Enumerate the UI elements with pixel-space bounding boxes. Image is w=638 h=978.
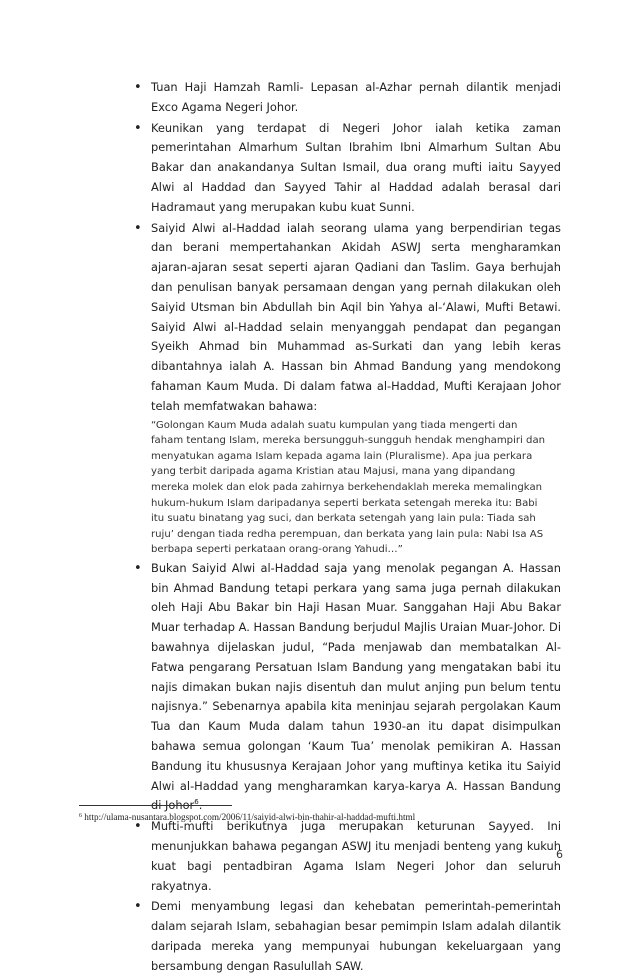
- quote-line: yang terbit daripada agama Kristian atau Majusi, mana yang dipandang: [151, 466, 516, 478]
- quote-line: berbapa seperti perkataan orang-orang Yahudi…”: [151, 544, 403, 556]
- footnote-divider: [79, 805, 232, 806]
- fatwa-quote: [151, 418, 561, 558]
- list-item: [134, 897, 561, 976]
- quote-line: mereka molek dan elok pada zahirnya berkehendaklah mereka memalingkan: [151, 481, 543, 493]
- bullet-text: Mufti-mufti berikutnya juga merupakan keturunan Sayyed. Ini menunjukkan bahawa pegangan ASWJ itu menjadi benteng yang kukuh kuat bagi pentadbiran Agama Islam Negeri Johor dan seluruh rakyatnya.: [151, 819, 561, 893]
- quote-line: ruju’ dengan tiada redha perempuan, dan berkata yang lain pula: Nabi Isa AS: [151, 528, 544, 540]
- bullet-icon: •: [134, 819, 142, 835]
- list-item: [134, 78, 561, 118]
- bullet-text: Bukan Saiyid Alwi al-Haddad saja yang menolak pegangan A. Hassan bin Ahmad Bandung tetapi perkara yang sama juga pernah dilakukan oleh Haji Abu Bakar bin Haji Hasan Muar. Sanggahan Haji Abu Bakar Muar terhadap A. Hassan Bandung berjudul Majlis Uraian Muar-Johor. Di bawahnya dijelaskan judul, “Pada menjawab dan membatalkan Al-Fatwa pengarang Persatuan Islam Bandung yang mengatakan babi itu najis dimakan bukan najis disentuh dan mulut anjing pun belum tentu najisnya.” Sebenarnya apabila kita meninjau sejarah pergolakan Kaum Tua dan Kaum Muda dalam tahun 1930-an itu dapat disimpulkan bahawa semua golongan ‘Kaum Tua’ menolak pemikiran A. Hassan Bandung itu khususnya Kerajaan Johor yang muftinya ketika itu Saiyid Alwi al-Haddad yang mengharamkan karya-karya A. Hassan Bandung di Johor: [151, 560, 561, 813]
- footnote-mark: 6: [79, 813, 82, 819]
- list-item: [134, 219, 561, 558]
- bullet-text: Tuan Haji Hamzah Ramli- Lepasan al-Azhar pernah dilantik menjadi Exco Agama Negeri Johor.: [151, 80, 561, 114]
- bullet-icon: •: [134, 560, 142, 576]
- quote-line: menyatukan agama Islam kepada agama lain (Pluralisme). Apa jua perkara: [151, 450, 533, 462]
- bullet-icon: •: [134, 899, 142, 915]
- list-item: [134, 119, 561, 218]
- bullet-list: [134, 78, 561, 978]
- list-item: [134, 817, 561, 896]
- bullet-text-tail: .: [198, 798, 203, 813]
- bullet-icon: •: [134, 220, 142, 236]
- bullet-icon: •: [134, 80, 142, 95]
- footnote: [79, 812, 415, 822]
- bullet-text: Saiyid Alwi al-Haddad ialah seorang ulama yang berpendirian tegas dan berani mempertahankan Akidah ASWJ serta mengharamkan ajaran-ajaran sesat seperti ajaran Qadiani dan Taslim. Gaya berhujah dan penulisan banyak persamaan dengan yang pernah dilakukan oleh Saiyid Utsman bin Abdullah bin Aqil bin Yahya al-‘Alawi, Mufti Betawi. Saiyid Alwi al-Haddad selain menyanggah pendapat dan pegangan Syeikh Ahmad bin Muhammad as-Surkati dan yang lebih keras dibantahnya ialah A. Hassan bin Ahmad Bandung yang mendokong fahaman Kaum Muda. Di dalam fatwa al-Haddad, Mufti Kerajaan Johor telah memfatwakan bahawa:: [151, 220, 561, 413]
- quote-line: “Golongan Kaum Muda adalah suatu kumpulan yang tiada mengerti dan: [151, 419, 518, 431]
- footnote-url[interactable]: http://ulama-nusantara.blogspot.com/2006/11/saiyid-alwi-bin-thahir-al-haddad-mufti.html: [82, 812, 416, 822]
- quote-line: itu suatu binatang yag suci, dan berkata setengah yang lain pula: Tiada sah: [151, 513, 536, 525]
- bullet-icon: •: [134, 120, 142, 136]
- footnote-reference[interactable]: 6: [194, 798, 199, 807]
- bullet-text: Demi menyambung legasi dan kehebatan pemerintah-pemerintah dalam sejarah Islam, sebahagian besar pemimpin Islam adalah dilantik daripada mereka yang mempunyai hubungan kekeluargaan yang bersambung dengan Rasulullah SAW.: [151, 899, 561, 973]
- list-item: [134, 559, 561, 816]
- page-number: 6: [556, 848, 563, 861]
- quote-line: faham tentang Islam, mereka bersungguh-sungguh hendak menghampiri dan: [151, 435, 546, 447]
- quote-line: hukum-hukum Islam daripadanya seperti berkata setengah mereka itu: Babi: [151, 497, 538, 509]
- bullet-text: Keunikan yang terdapat di Negeri Johor ialah ketika zaman pemerintahan Almarhum Sultan Ibrahim Ibni Almarhum Sultan Abu Bakar dan anakandanya Sultan Ismail, dua orang mufti iaitu Sayyed Alwi al Haddad dan Sayyed Tahir al Haddad adalah berasal dari Hadramaut yang merupakan kubu kuat Sunni.: [151, 120, 561, 214]
